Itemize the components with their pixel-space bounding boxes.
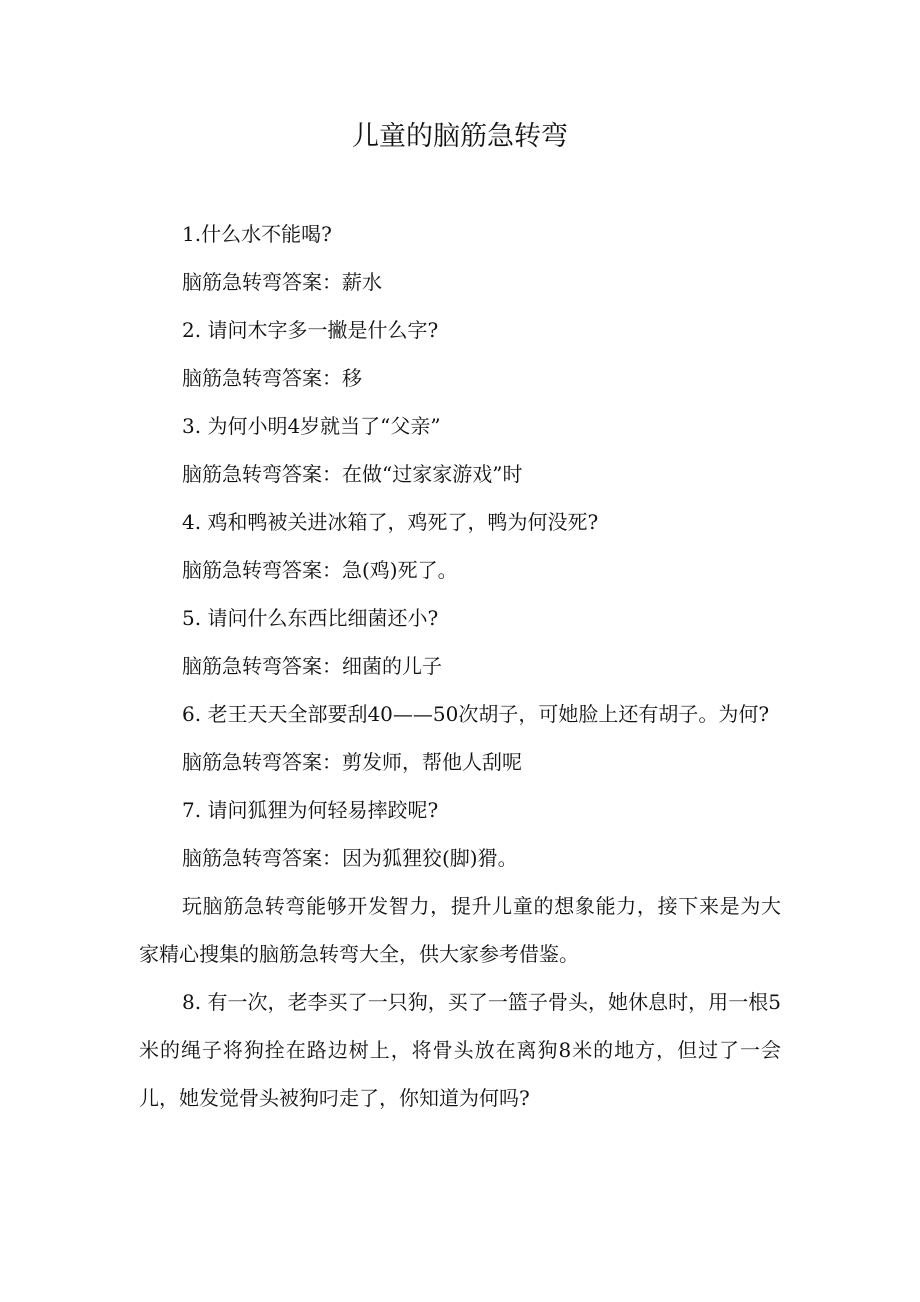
page-title: 儿童的脑筋急转弯 — [352, 121, 568, 152]
question-6: 6. 老王天天全部要刮40——50次胡子，可她脸上还有胡子。为何? — [182, 702, 770, 726]
answer-4: 脑筋急转弯答案：急(鸡)死了。 — [182, 558, 458, 582]
intro-paragraph: 玩脑筋急转弯能够开发智力，提升儿童的想象能力，接下来是为大家精心搜集的脑筋急转弯大全，供大家参考借鉴。 — [139, 894, 781, 966]
question-8: 8. 有一次，老李买了一只狗，买了一篮子骨头，她休息时，用一根5米的绳子将狗拴在路边树上，将骨头放在离狗8米的地方，但过了一会儿，她发觉骨头被狗叼走了，你知道为何吗? — [139, 990, 781, 1110]
question-5: 5. 请问什么东西比细菌还小? — [182, 606, 439, 630]
question-3: 3. 为何小明4岁就当了“父亲” — [182, 414, 441, 438]
question-2: 2. 请问木字多一撇是什么字? — [182, 318, 439, 342]
answer-2: 脑筋急转弯答案：移 — [182, 366, 362, 390]
question-4: 4. 鸡和鸭被关进冰箱了，鸡死了，鸭为何没死? — [182, 510, 599, 534]
question-1: 1.什么水不能喝? — [182, 222, 332, 246]
answer-6: 脑筋急转弯答案：剪发师，帮他人刮呢 — [182, 750, 522, 774]
document-body — [139, 210, 781, 1122]
answer-3: 脑筋急转弯答案：在做“过家家游戏”时 — [182, 462, 523, 486]
answer-7: 脑筋急转弯答案：因为狐狸狡(脚)猾。 — [182, 846, 518, 870]
answer-5: 脑筋急转弯答案：细菌的儿子 — [182, 654, 442, 678]
answer-1: 脑筋急转弯答案：薪水 — [182, 270, 382, 294]
question-7: 7. 请问狐狸为何轻易摔跤呢? — [182, 798, 439, 822]
